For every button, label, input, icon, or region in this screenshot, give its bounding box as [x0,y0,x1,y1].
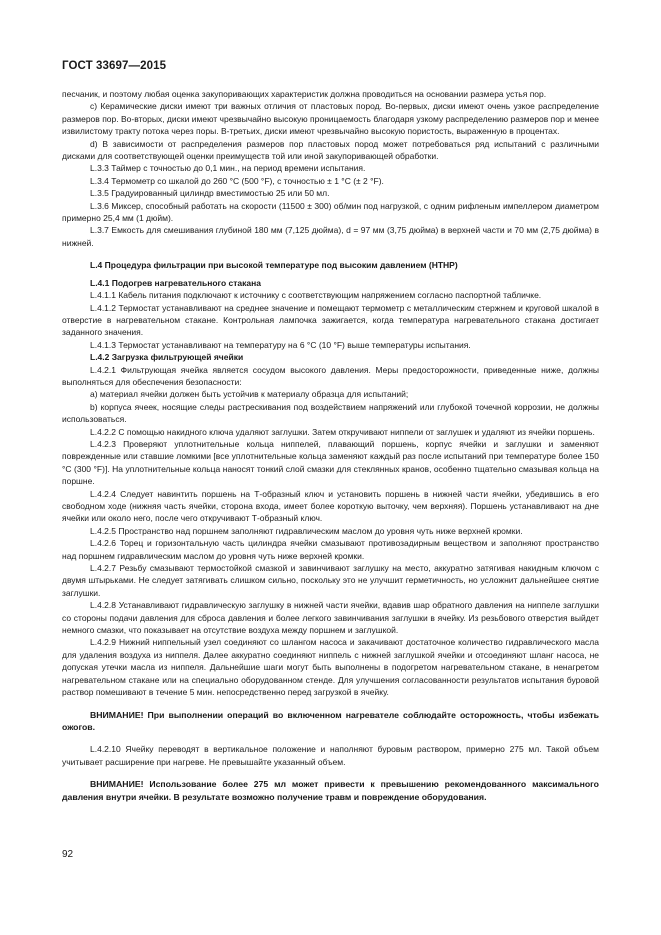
clause-l-4-2-2: L.4.2.2 С помощью накидного ключа удаляют заглушки. Затем откручивают ниппели от заглушек и удаляют из ячейки поршень. [90,426,595,437]
warning-volume: ВНИМАНИЕ! Использование более 275 мл может привести к превышению рекомендованного максимального давления внутри ячейки. В результате возможно получение травм и повреждение оборудования. [62,779,599,802]
clause-l-4-1-2: L.4.1.2 Термостат устанавливают на среднее значение и помещают термометр с металлическим стержнем и круговой шкалой в отверстие в нагревательном стакане. Контрольная лампочка зажигается, когда температура нагревательного стакана достигает заданного значения. [62,302,599,338]
page-body [62,88,599,803]
clause-l-4-2-4: L.4.2.4 Следует навинтить поршень на Т-образный ключ и установить поршень в нижней части ячейки, убедившись в его свободном ходе (нижняя часть ячейки, сторона входа, имеет более короткую выточку, чем верхняя). Поршень устанавливают на дне ячейки или около него, после чего откручивают Т-образный ключ. [62,488,599,524]
clause-l-4-2-8: L.4.2.8 Устанавливают гидравлическую заглушку в нижней части ячейки, вдавив шар обратного давления на ниппеле заглушки со стороны подачи давления для сброса давления и более легкого завинчивания заглушки в ячейку. Из резьбового отверстия выйдет немного смазки, что показывает на отсутствие воздуха между поршнем и заглушкой. [62,600,599,636]
clause-l-4-2-6: L.4.2.6 Торец и горизонтальную часть цилиндра ячейки смазывают противозадирным веществом и заполняют пространство над поршнем гидравлическим маслом до уровня чуть ниже верхней кромки. [62,538,599,561]
page-number: 92 [62,849,74,860]
document-header: ГОСТ 33697—2015 [62,60,167,72]
clause-l-4-2-3: L.4.2.3 Проверяют уплотнительные кольца ниппелей, плавающий поршень, корпус ячейки и заглушки и заменяют поврежденные или ставшие ломкими [все уплотнительные кольца заменяют каждый раз после испытаний при температуре более 150 °С (300 °F)]. На уплотнительные кольца наносят тонкий слой смазки для стеклянных кранов, особенно тщательно смазывая кольца на поршне. [62,438,599,487]
clause-l-4-2-10: L.4.2.10 Ячейку переводят в вертикальное положение и наполняют буровым раствором, примерно 275 мл. Такой объем учитывает расширение при нагреве. Не превышайте указанный объем. [62,744,599,767]
list-item-a: a) материал ячейки должен быть устойчив к материалу образца для испытаний; [90,389,409,400]
subsection-heading-l-4-2: L.4.2 Загрузка фильтрующей ячейки [90,352,244,363]
clause-l-3-3: L.3.3 Таймер с точностью до 0,1 мин., на период времени испытания. [90,163,366,174]
warning-burns: ВНИМАНИЕ! При выполнении операций во включенном нагревателе соблюдайте осторожность, чтобы избежать ожогов. [62,709,599,732]
clause-l-4-1-1: L.4.1.1 Кабель питания подключают к источнику с соответствующим напряжением согласно паспортной табличке. [90,290,542,301]
subsection-heading-l-4-1: L.4.1 Подогрев нагревательного стакана [90,277,262,288]
clause-l-3-4: L.3.4 Термометр со шкалой до 260 °С (500 °F), с точностью ± 1 °С (± 2 °F). [90,175,384,186]
list-item-b: b) корпуса ячеек, носящие следы растрескивания под воздействием напряжений или глубокой точечной коррозии, не должны использоваться. [62,401,599,425]
paragraph-continuation: песчаник, и поэтому любая оценка закупоривающих характеристик должна проводиться на основании размера устья пор. [62,89,547,99]
clause-l-4-2-9: L.4.2.9 Нижний ниппельный узел соединяют со шлангом насоса и закачивают достаточное количество гидравлического масла для удаления воздуха из ниппеля. Далее аккуратно соединяют ниппель с нижней заглушкой ячейки и отсоединяют шланг насоса, не допуская утечки масла из ниппеля. Дальнейшие шаги могут быть выполнены в подогретом нагревательном стакане, в ненагретом нагревательном стакане или на специально оборудованном стенде. Для улучшения согласованности результатов испытания буровой раствор помешивают в течение 5 мин. непосредственно перед загрузкой в ячейку. [62,637,599,698]
clause-l-3-5: L.3.5 Градуированный цилиндр вместимостью 25 или 50 мл. [90,188,330,199]
clause-l-3-7: L.3.7 Емкость для смешивания глубиной 180 мм (7,125 дюйма), d = 97 мм (3,75 дюйма) в верхней части и 70 мм (2,75 дюйма) в нижней. [62,225,599,248]
section-heading-l-4: L.4 Процедура фильтрации при высокой температуре под высоким давлением (HTHP) [90,260,458,271]
clause-l-4-2-1: L.4.2.1 Фильтрующая ячейка является сосудом высокого давления. Меры предосторожности, приведенные ниже, должны выполняться для обеспечения безопасности: [62,364,599,387]
clause-l-4-2-5: L.4.2.5 Пространство над поршнем заполняют гидравлическим маслом до уровня чуть ниже верхней кромки. [90,525,523,536]
clause-l-4-2-7: L.4.2.7 Резьбу смазывают термостойкой смазкой и завинчивают заглушку на место, аккуратно затягивая накидным ключом с двумя штырьками. Не следует затягивать слишком сильно, поскольку это не улучшит герметичность, но усложнит дальнейшее снятие заглушки. [62,563,599,598]
paragraph-item-c: c) Керамические диски имеют три важных отличия от пластовых пород. Во-первых, диски имеют очень узкое распределение размеров пор. Во-вторых, диски имеют чрезвычайно высокую проницаемость благодаря узкому распределению размеров пор и менее извилистому тракту потока через поры. В-третьих, диски имеют чрезвычайно высокую пористость, выраженную в процентах. [62,101,599,137]
clause-l-3-6: L.3.6 Миксер, способный работать на скорости (11500 ± 300) об/мин под нагрузкой, с одним рифленым импеллером диаметром примерно 25,4 мм (1 дюйм). [62,200,599,224]
paragraph-item-d: d) В зависимости от распределения размеров пор пластовых пород может потребоваться ряд испытаний с различными дисками для соответствующей оценки преимуществ той или иной закупоривающей обработки. [62,138,599,162]
clause-l-4-1-3: L.4.1.3 Термостат устанавливают на температуру на 6 °С (10 °F) выше температуры испытания. [90,339,471,350]
